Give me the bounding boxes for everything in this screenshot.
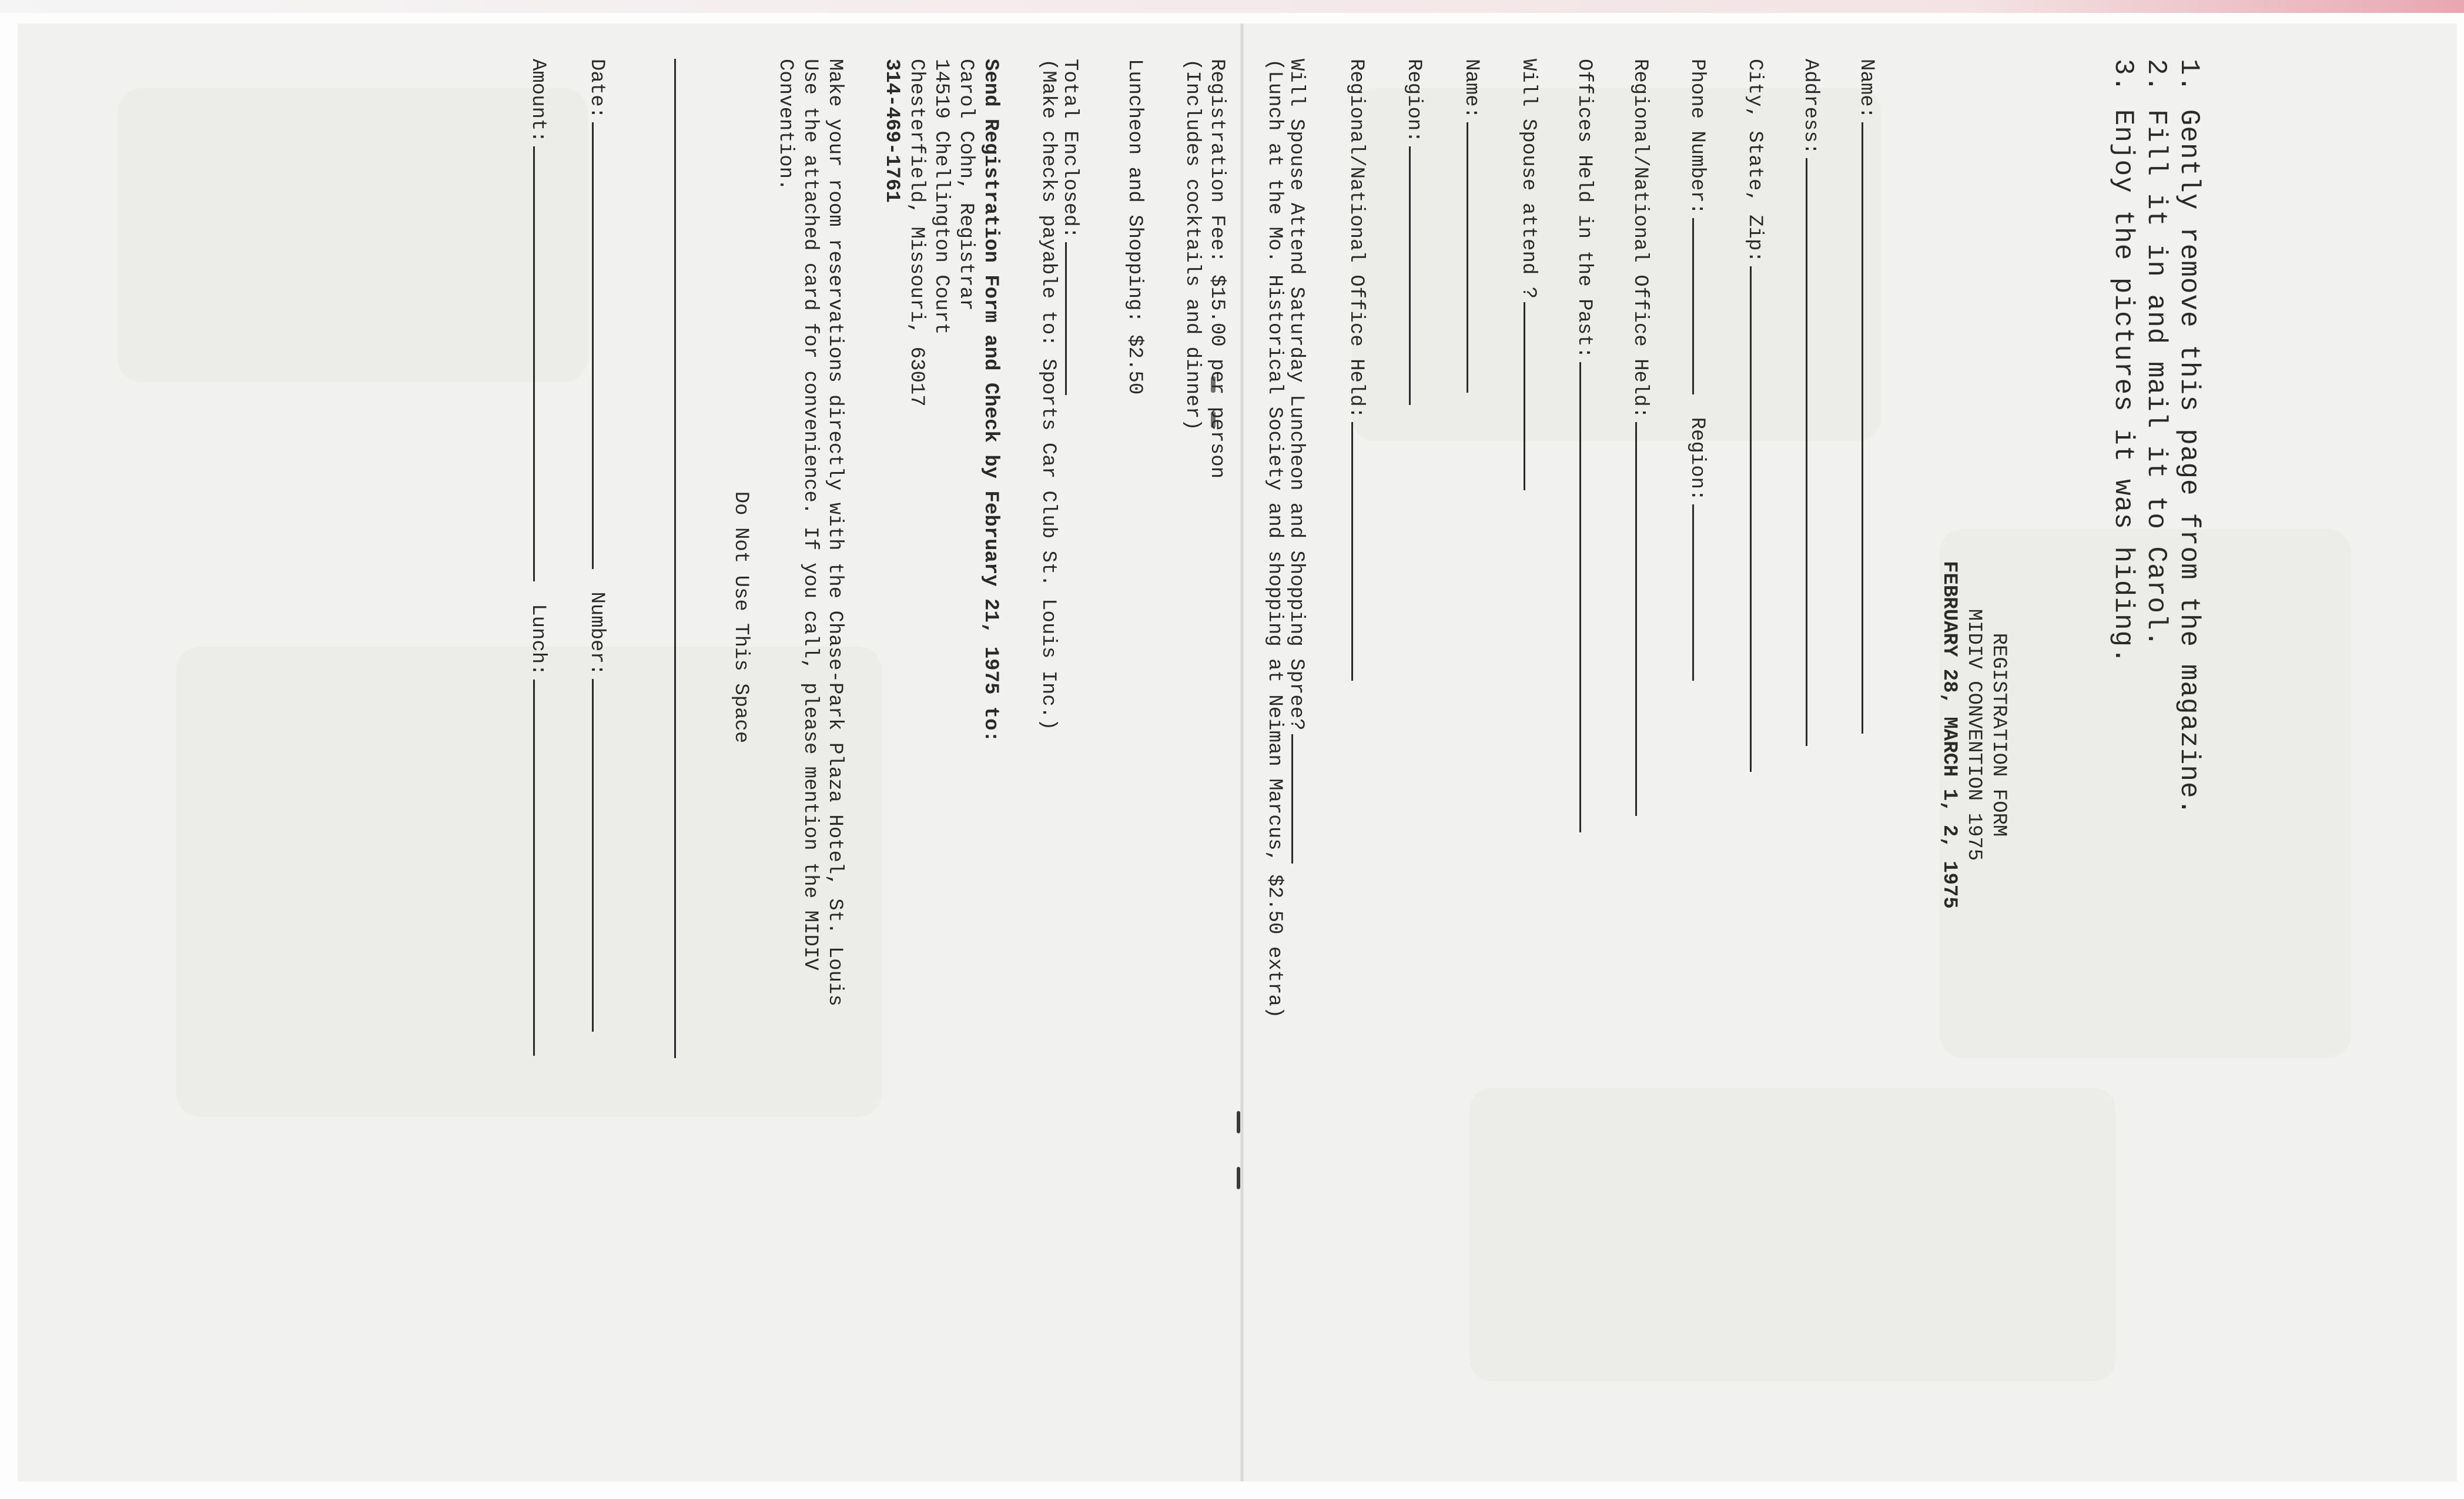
- form-title: REGISTRATION FORM: [1987, 633, 2010, 837]
- registrar-name: Carol Cohn, Registrar: [955, 59, 977, 311]
- offices-past-field[interactable]: [1572, 59, 1599, 832]
- phone-label: Phone Number:: [1686, 59, 1708, 215]
- event-name: MIDIV CONVENTION 1975: [1963, 608, 1985, 861]
- spouse-office-label: Regional/National Office Held:: [1345, 59, 1367, 419]
- luncheon-question[interactable]: [1284, 59, 1311, 864]
- name-field[interactable]: [1854, 59, 1881, 734]
- spouse-name-label: Name:: [1460, 59, 1482, 119]
- regional-office-field[interactable]: [1628, 59, 1655, 816]
- phone-field[interactable]: [1685, 59, 1712, 681]
- office-use-divider: [674, 59, 676, 1058]
- office-use-heading: Do Not Use This Space: [729, 491, 752, 744]
- spouse-region-label: Region:: [1402, 59, 1425, 143]
- registrar-phone: 314-469-1761: [881, 59, 903, 203]
- mailing-instruction: Send Registration Form and Check by February 21, 1975 to:: [979, 59, 1002, 742]
- instruction-3: 3. Enjoy the pictures it was hiding.: [2108, 59, 2138, 664]
- regional-office-label: Regional/National Office Held:: [1629, 59, 1651, 419]
- address-field[interactable]: [1799, 59, 1825, 746]
- offices-past-label: Offices Held in the Past:: [1573, 59, 1595, 359]
- luncheon-detail: (Lunch at the Mo. Historical Society and shopping at Neiman Marcus, $2.50 extra): [1263, 59, 1285, 1019]
- spouse-attend-field[interactable]: [1516, 59, 1543, 490]
- hotel-note-line-2: Use the attached card for convenience. If you call, please mention the MIDIV: [799, 59, 821, 971]
- hotel-note-line-3: Convention.: [774, 59, 796, 191]
- instruction-1: 1. Gently remove this page from the magazine.: [2174, 59, 2204, 816]
- office-date-label: Date:: [585, 59, 608, 119]
- name-label: Name:: [1855, 59, 1877, 119]
- event-dates: FEBRUARY 28, MARCH 1, 2, 1975: [1938, 561, 1960, 909]
- checks-payable-note: (Make checks payable to: Sports Car Club St. Louis Inc.): [1037, 59, 1059, 731]
- spouse-name-field[interactable]: [1459, 59, 1486, 393]
- hotel-note-line-1: Make your room reservations directly with the Chase-Park Plaza Hotel, St. Louis: [823, 59, 846, 1006]
- registration-fee: Registration Fee: $15.00 per person: [1206, 59, 1228, 479]
- registration-fee-note: (Includes cocktails and dinner): [1181, 59, 1203, 431]
- instruction-2: 2. Fill it in and mail it to Carol.: [2141, 59, 2171, 648]
- luncheon-question-label: Will Spouse Attend Saturday Luncheon and Shopping Spree?: [1285, 59, 1307, 731]
- total-enclosed-label: Total Enclosed:: [1059, 59, 1081, 239]
- total-enclosed-field[interactable]: [1058, 59, 1084, 395]
- region-label: Region:: [1686, 417, 1708, 501]
- city-state-zip-label: City, State, Zip:: [1743, 59, 1766, 263]
- office-number-label: Number:: [585, 591, 608, 676]
- city-state-zip-field[interactable]: [1743, 59, 1769, 772]
- registrar-city: Chesterfield, Missouri, 63017: [905, 59, 928, 407]
- address-label: Address:: [1799, 59, 1822, 155]
- registration-form: [265, 59, 2204, 1411]
- registrar-street: 14519 Chellington Court: [930, 59, 952, 335]
- page-edge: [0, 0, 2464, 13]
- office-amount-field: [526, 59, 553, 1056]
- luncheon-fee: Luncheon and Shopping: $2.50: [1123, 59, 1146, 395]
- spouse-region-field[interactable]: [1402, 59, 1428, 405]
- spouse-attend-label: Will Spouse attend ?: [1517, 59, 1539, 299]
- office-amount-label: Amount:: [527, 59, 549, 143]
- office-date-field: [585, 59, 611, 1032]
- spouse-office-field[interactable]: [1344, 59, 1371, 681]
- office-lunch-label: Lunch:: [527, 604, 549, 676]
